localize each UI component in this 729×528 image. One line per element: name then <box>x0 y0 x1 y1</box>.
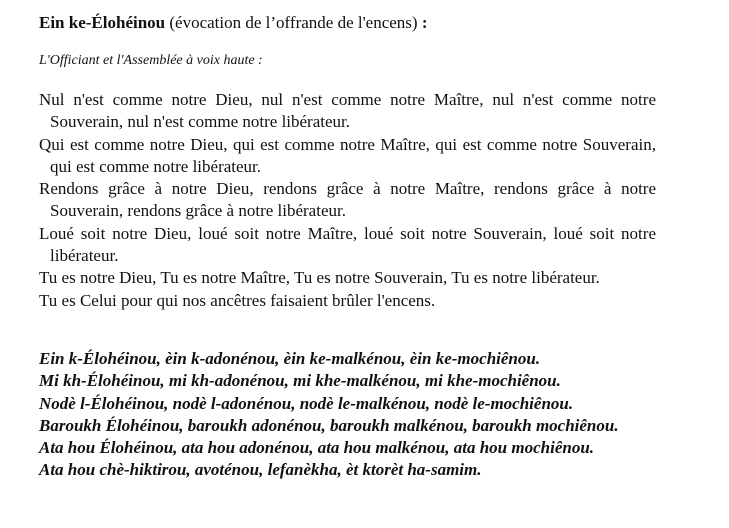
french-line: Rendons grâce à notre Dieu, rendons grâce à notre Maître, rendons grâce à notre Souverain, rendons grâce à notre libérateur. <box>39 179 656 221</box>
transliteration-line: Nodè l-Élohéinou, nodè l-adonénou, nodè le-malkénou, nodè le-mochiênou. <box>39 393 574 413</box>
french-line: Tu es Celui pour qui nos ancêtres faisaient brûler l'encens. <box>39 290 436 310</box>
french-translation-block <box>39 89 656 312</box>
french-line: Tu es notre Dieu, Tu es notre Maître, Tu es notre Souverain, Tu es notre libérateur. <box>39 268 600 288</box>
heading-description: (évocation de l’offrande de l'encens) <box>165 13 422 32</box>
french-line: Nul n'est comme notre Dieu, nul n'est comme notre Maître, nul n'est comme notre Souverain, nul n'est comme notre libérateur. <box>39 90 656 132</box>
transliteration-line: Baroukh Élohéinou, baroukh adonénou, baroukh malkénou, baroukh mochiênou. <box>39 415 619 435</box>
heading-colon: : <box>421 13 428 32</box>
transliteration-line: Ein k-Élohéinou, èin k-adonénou, èin ke-malkénou, èin ke-mochiênou. <box>39 349 541 368</box>
section-heading <box>39 12 427 34</box>
transliteration-line: Ata hou Élohéinou, ata hou adonénou, ata hou malkénou, ata hou mochiênou. <box>39 438 595 458</box>
transliteration-line: Mi kh-Élohéinou, mi kh-adonénou, mi khe-malkénou, mi khe-mochiênou. <box>39 371 561 391</box>
rubric-instruction: L'Officiant et l'Assemblée à voix haute : <box>39 53 263 68</box>
heading-title: Ein ke-Élohéinou <box>39 13 166 32</box>
transliteration-line: Ata hou chè-hiktirou, avoténou, lefanèkha, èt ktorèt ha-samim. <box>39 460 482 480</box>
french-line: Qui est comme notre Dieu, qui est comme notre Maître, qui est comme notre Souverain, qui est comme notre libérateur. <box>39 134 656 176</box>
transliteration-block <box>39 348 656 482</box>
french-line: Loué soit notre Dieu, loué soit notre Maître, loué soit notre Souverain, loué soit notre libérateur. <box>39 223 656 266</box>
